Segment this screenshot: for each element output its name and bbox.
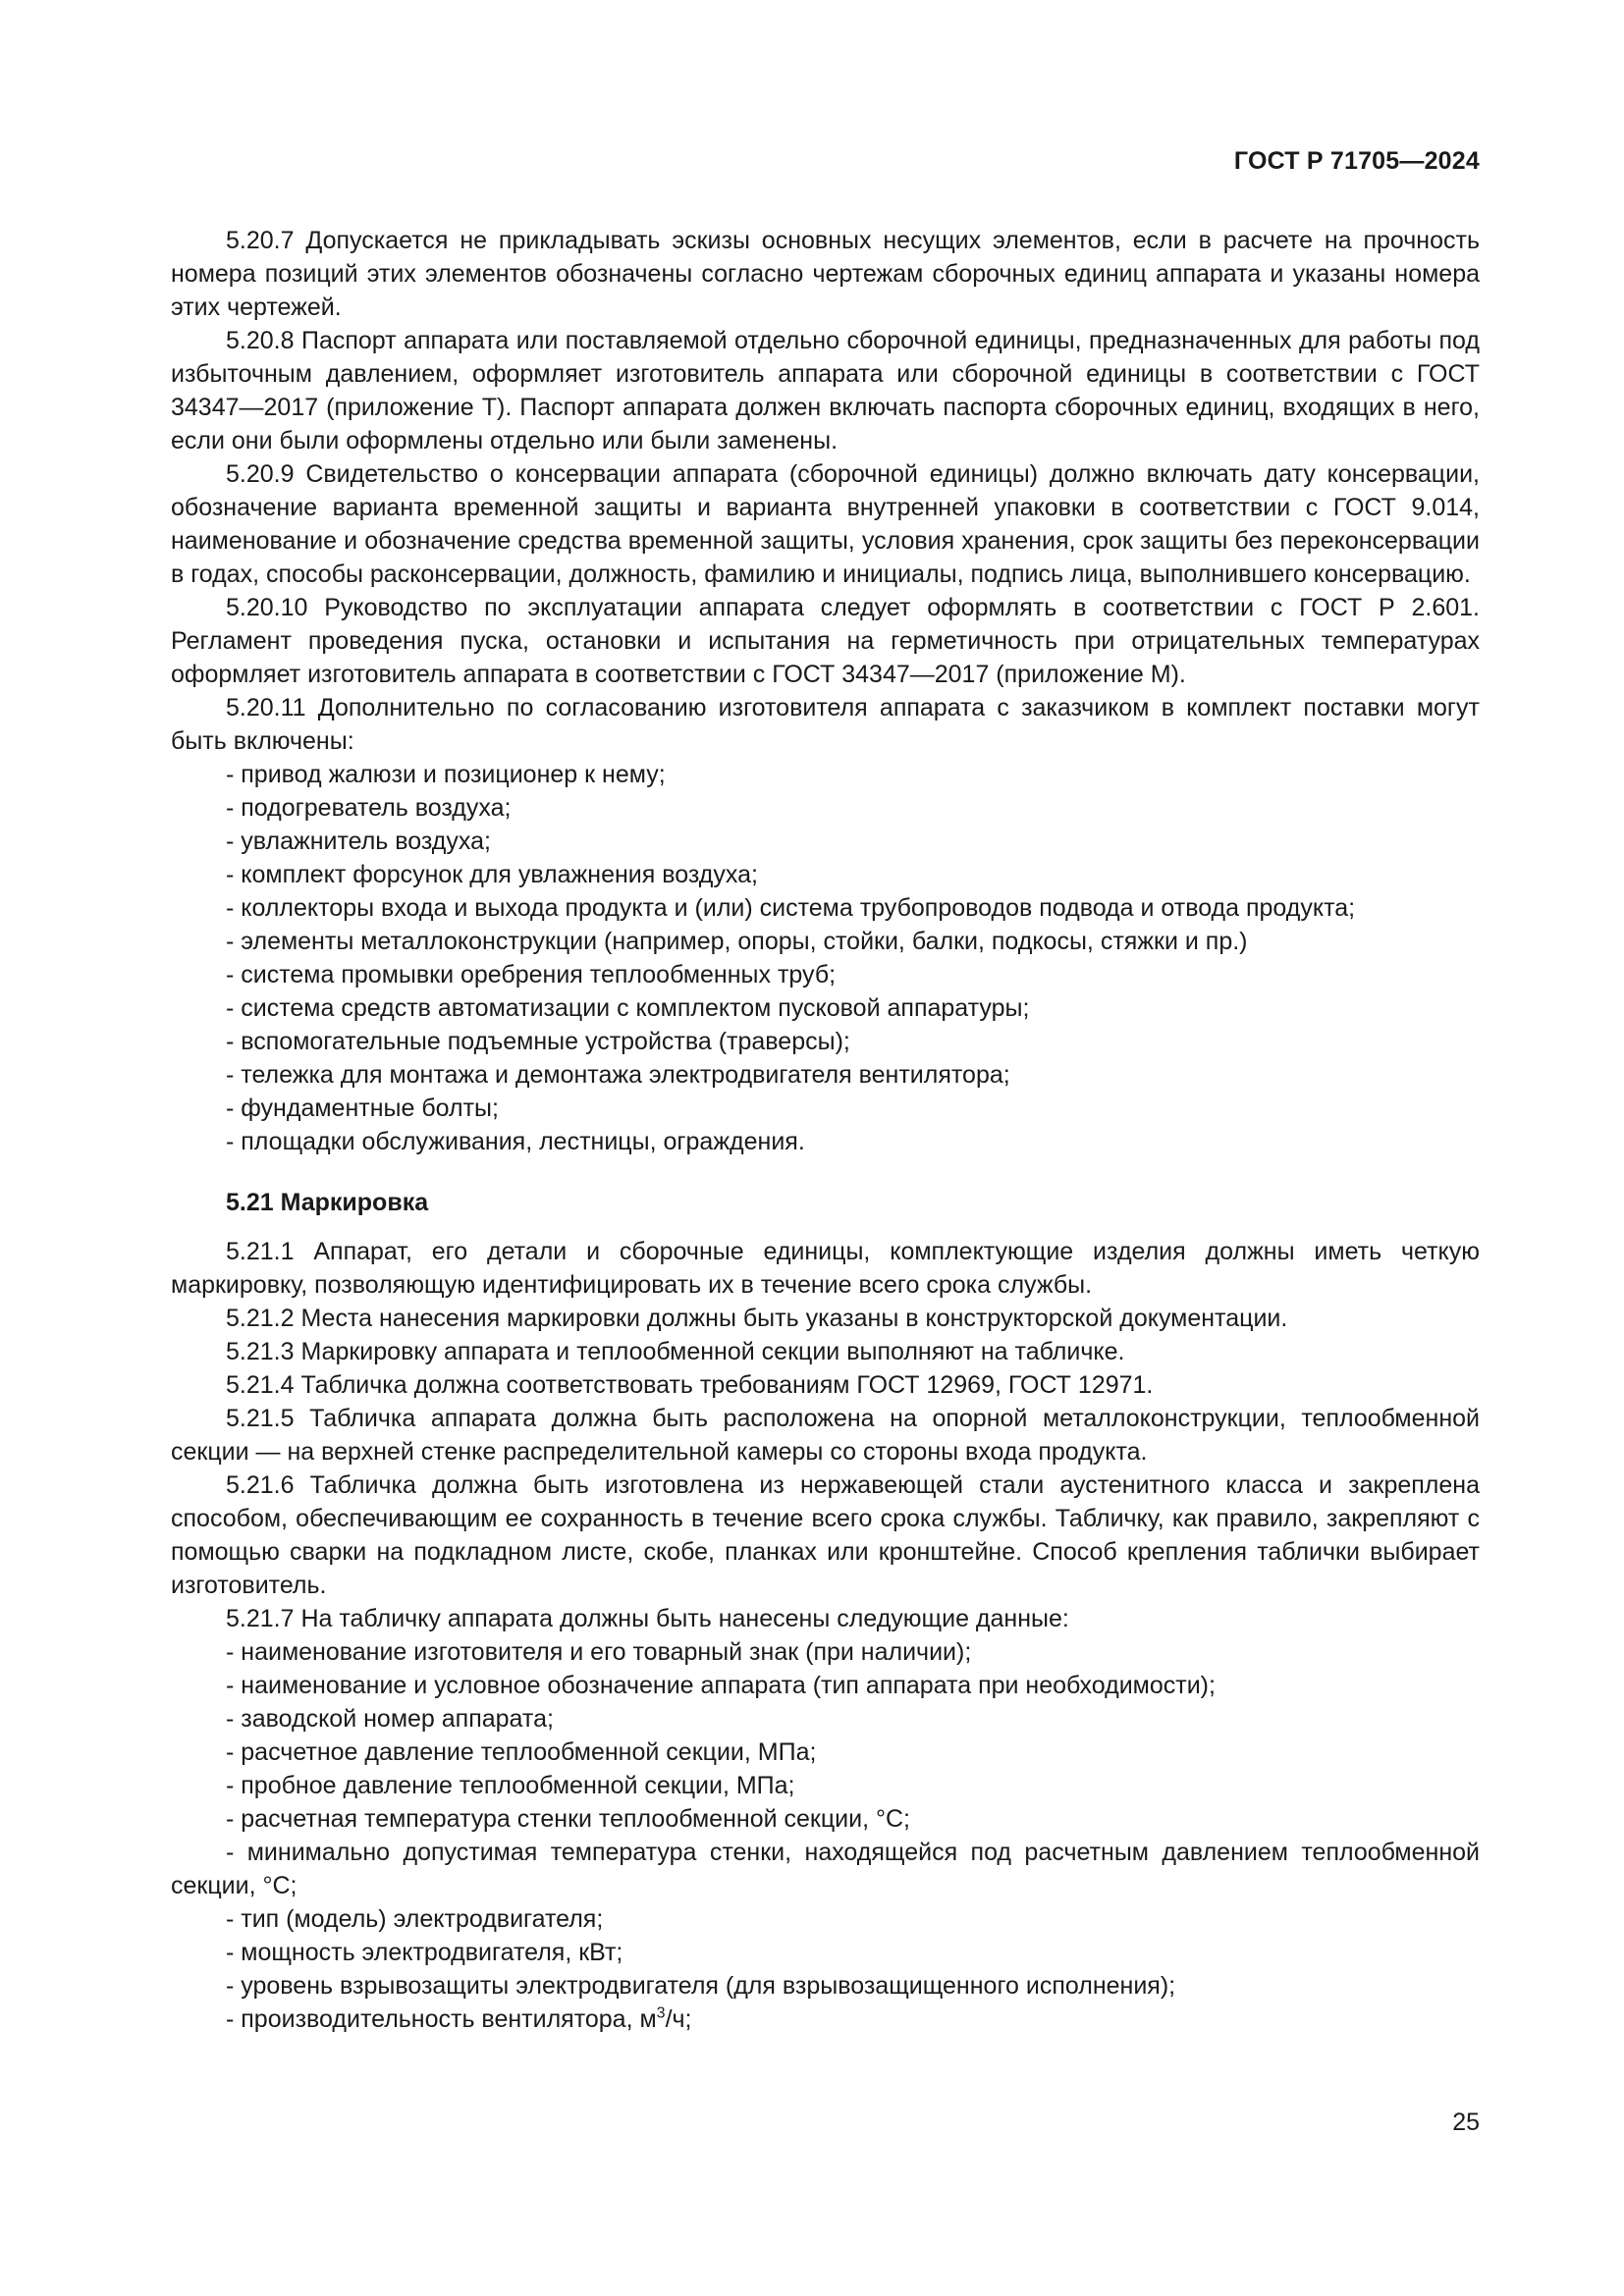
list-item-text: - производительность вентилятора, м [226, 2005, 657, 2033]
list-item: - фундаментные болты; [226, 1095, 499, 1122]
list-item: - минимально допустимая температура стенки, находящейся под расчетным давлением теплообменной секции, °С; [171, 1839, 1480, 1899]
list-item: - вспомогательные подъемные устройства (траверсы); [226, 1028, 850, 1055]
document-body [171, 224, 1480, 2036]
list-item: - наименование изготовителя и его товарный знак (при наличии); [226, 1638, 972, 1666]
list-item: - мощность электродвигателя, кВт; [226, 1939, 623, 1966]
paragraph-5-21-6: 5.21.6 Табличка должна быть изготовлена из нержавеющей стали аустенитного класса и закреплена способом, обеспечивающим ее сохранность в течение всего срока службы. Табличку, как правило, закрепляют с помощью сварки на подкладном листе, скобе, планках или кронштейне. Способ крепления таблички выбирает изготовитель. [171, 1471, 1480, 1599]
list-item: - наименование и условное обозначение аппарата (тип аппарата при необходимости); [226, 1672, 1216, 1699]
paragraph-5-21-1: 5.21.1 Аппарат, его детали и сборочные единицы, комплектующие изделия должны иметь четкую маркировку, позволяющую идентифицировать их в течение всего срока службы. [171, 1238, 1480, 1299]
list-item: - элементы металлоконструкции (например, опоры, стойки, балки, подкосы, стяжки и пр.) [226, 928, 1248, 955]
list-item-fan-capacity [171, 2002, 1480, 2036]
list-item-unit-suffix: /ч; [665, 2005, 692, 2033]
list-item: - расчетная температура стенки теплообменной секции, °С; [226, 1805, 910, 1833]
list-item: - расчетное давление теплообменной секции, МПа; [226, 1738, 817, 1766]
document-code-header: ГОСТ Р 71705—2024 [1233, 147, 1480, 175]
list-item: - подогреватель воздуха; [226, 794, 512, 822]
delivery-set-list [171, 758, 1480, 1158]
paragraph-5-21-4: 5.21.4 Табличка должна соответствовать требованиям ГОСТ 12969, ГОСТ 12971. [226, 1371, 1154, 1399]
section-title-marking: 5.21 Маркировка [226, 1189, 429, 1216]
paragraph-5-21-3: 5.21.3 Маркировку аппарата и теплообменной секции выполняют на табличке. [226, 1338, 1125, 1365]
list-item: - система средств автоматизации с комплектом пусковой аппаратуры; [226, 994, 1030, 1022]
paragraph-5-20-10: 5.20.10 Руководство по эксплуатации аппарата следует оформлять в соответствии с ГОСТ Р 2.601. Регламент проведения пуска, остановки и испытания на герметичность при отрицательных температурах оформляет изготовитель аппарата в соответствии с ГОСТ 34347—2017 (приложение М). [171, 594, 1480, 688]
list-item: - комплект форсунок для увлажнения воздуха; [226, 861, 758, 888]
paragraph-5-21-5: 5.21.5 Табличка аппарата должна быть расположена на опорной металлоконструкции, теплообменной секции — на верхней стенке распределительной камеры со стороны входа продукта. [171, 1405, 1480, 1466]
list-item: - коллекторы входа и выхода продукта и (или) система трубопроводов подвода и отвода продукта; [226, 894, 1356, 922]
paragraph-5-20-11: 5.20.11 Дополнительно по согласованию изготовителя аппарата с заказчиком в комплект поставки могут быть включены: [171, 694, 1480, 755]
paragraph-5-20-9: 5.20.9 Свидетельство о консервации аппарата (сборочной единицы) должно включать дату консервации, обозначение варианта временной защиты и варианта внутренней упаковки в соответствии с ГОСТ 9.014, наименование и обозначение средства временной защиты, условия хранения, срок защиты без переконсервации в годах, способы расконсервации, должность, фамилию и инициалы, подпись лица, выполнившего консервацию. [171, 460, 1480, 588]
paragraph-5-20-8: 5.20.8 Паспорт аппарата или поставляемой отдельно сборочной единицы, предназначенных для работы под избыточным давлением, оформляет изготовитель аппарата или сборочной единицы в соответствии с ГОСТ 34347—2017 (приложение Т). Паспорт аппарата должен включать паспорта сборочных единиц, входящих в него, если они были оформлены отдельно или были заменены. [171, 327, 1480, 454]
list-item: - заводской номер аппарата; [226, 1705, 554, 1733]
plate-data-list [171, 1635, 1480, 2036]
paragraph-5-21-2: 5.21.2 Места нанесения маркировки должны быть указаны в конструкторской документации. [226, 1305, 1288, 1332]
paragraph-5-20-7: 5.20.7 Допускается не прикладывать эскизы основных несущих элементов, если в расчете на прочность номера позиций этих элементов обозначены согласно чертежам сборочных единиц аппарата и указаны номера этих чертежей. [171, 227, 1480, 321]
page-number: 25 [1452, 2109, 1480, 2136]
list-item: - тележка для монтажа и демонтажа электродвигателя вентилятора; [226, 1061, 1010, 1089]
list-item: - площадки обслуживания, лестницы, ограждения. [226, 1128, 805, 1155]
paragraph-5-21-7: 5.21.7 На табличку аппарата должны быть нанесены следующие данные: [226, 1605, 1069, 1632]
list-item: - привод жалюзи и позиционер к нему; [226, 761, 666, 788]
list-item: - уровень взрывозащиты электродвигателя (для взрывозащищенного исполнения); [226, 1972, 1176, 2000]
superscript-exponent: 3 [656, 2004, 666, 2022]
list-item: - пробное давление теплообменной секции, МПа; [226, 1772, 795, 1799]
list-item: - тип (модель) электродвигателя; [226, 1905, 604, 1933]
list-item: - система промывки оребрения теплообменных труб; [226, 961, 837, 988]
list-item: - увлажнитель воздуха; [226, 828, 491, 855]
